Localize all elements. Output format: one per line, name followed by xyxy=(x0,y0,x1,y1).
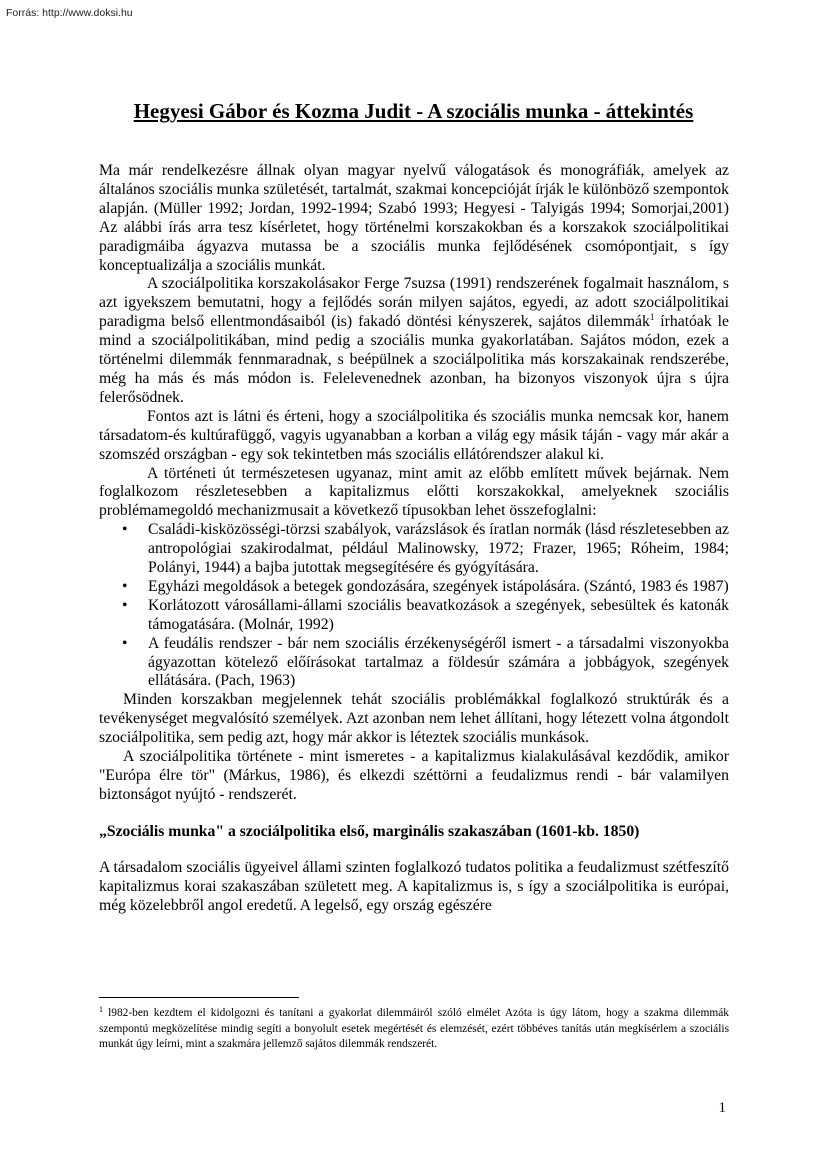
list-item xyxy=(99,597,729,635)
footnote-divider xyxy=(99,997,299,998)
list-item xyxy=(99,578,729,597)
source-url: Forrás: http://www.doksi.hu xyxy=(6,7,133,19)
document-body xyxy=(99,162,729,915)
paragraph-capitalism: A szociálpolitika története - mint ismeretes - a kapitalizmus kialakulásával kezdődik, amikor "Európa élre tör" (Márkus, 1986), és elkezdi széttörni a feudalizmus rendi - bár valamilyen biztonságot nyújtó - rendszerét. xyxy=(99,748,729,803)
bullet-icon: • xyxy=(122,521,128,539)
document-title: Hegyesi Gábor és Kozma Judit - A szociális munka - áttekintés xyxy=(133,99,694,123)
list-item-text: Korlátozott városállami-állami szociális beavatkozások a szegények, sebesültek és katonák támogatására. (Molnár, 1992) xyxy=(148,596,729,633)
bullet-list xyxy=(99,521,729,691)
footnote-number: 1 xyxy=(99,1005,103,1014)
paragraph-periodization-part2: írhatóak le mind a szociálpolitikában, mind pedig a szociális munka gyakorlatában. Sajátos módon, ezek a történelmi dilemmák fennmaradnak, s beépülnek a szociálpolitika más korszakainak rendszerébe, még ha más és más módon is. Felelevenednek azonban, ha bizonyos viszonyok újra s újra felerősödnek. xyxy=(99,313,729,406)
bullet-icon: • xyxy=(122,634,128,652)
bullet-icon: • xyxy=(122,596,128,614)
paragraph-periodization-part1: A szociálpolitika korszakolásakor Ferge 7suzsa (1991) rendszerének fogalmait használom, s azt igyekszem bemutatni, hogy a fejlődés során milyen sajátos, egyedi, az adott szociálpolitikai paradigma belső ellentmondásaiból (is) fakadó döntési kényszerek, sajátos dilemmák xyxy=(99,275,729,331)
list-item xyxy=(99,635,729,692)
section-heading: „Szociális munka" a szociálpolitika első, marginális szakaszában (1601-kb. 1850) xyxy=(99,822,640,840)
list-item-text: Egyházi megoldások a betegek gondozására, szegények istápolására. (Szántó, 1983 és 1987) xyxy=(148,577,729,595)
paragraph-periodization xyxy=(99,275,729,407)
list-item-text: A feudális rendszer - bár nem szociális érzékenységéről ismert - a társadalmi viszonyokba ágyazottan kötelező előírásokat tartalmaz a földesúr számára a jobbágyok, szegények ellátására. (Pach, 1963) xyxy=(148,634,729,690)
bullet-icon: • xyxy=(122,577,128,595)
footnote xyxy=(99,1006,729,1053)
footnote-reference: 1 xyxy=(649,312,655,323)
paragraph-early-policy: A társadalom szociális ügyeivel állami szinten foglalkozó tudatos politika a feudalizmust szétfeszítő kapitalizmus korai szakaszában született meg. A kapitalizmus is, s így a szociálpolitika is európai, még közelebbről angol eredetű. A legelső, egy ország egészére xyxy=(99,858,729,914)
page-number: 1 xyxy=(718,1100,726,1116)
paragraph-history: A történeti út természetesen ugyanaz, mint amit az előbb említett művek bejárnak. Nem foglalkozom részletesebben a kapitalizmus előtti korszakokkal, amelyeknek szociális problémamegoldó mechanizmusait a következő típusokban lehet összefoglalni: xyxy=(99,464,729,520)
footnote-text: l982-ben kezdtem el kidolgozni és tanítani a gyakorlat dilemmáiról szóló elmélet Azóta is úgy látom, hogy a szakma dilemmák szempontú megközelítése mindig segíti a bonyolult esetek megértését és elemzését, ezért többéves tanítás után megkísérlem a szociális munkát úgy leírni, mint a szakmára jellemző sajátos dilemmák rendszerét. xyxy=(99,1007,729,1050)
list-item-text: Családi-kisközösségi-törzsi szabályok, varázslások és íratlan normák (lásd részletesebben az antropológiai szakirodalmat, például Malinowsky, 1972; Frazer, 1965; Róheim, 1984; Polányi, 1944) a bajba jutottak megsegítésére és gyógyítására. xyxy=(148,521,729,577)
paragraph-intro: Ma már rendelkezésre állnak olyan magyar nyelvű válogatások és monográfiák, amelyek az általános szociális munka születését, tartalmát, szakmai koncepcióját írják le különböző szempontok alapján. (Müller 1992; Jordan, 1992-1994; Szabó 1993; Hegyesi - Talyigás 1994; Somorjai,2001) Az alábbi írás arra tesz kísérletet, hogy történelmi korszakokban és a korszakok szociálpolitikai paradigmáiba ágyazva mutassa be a szociális munka fejlődésének csomópontjait, s így konceptualizálja a szociális munkát. xyxy=(99,162,729,274)
list-item xyxy=(99,521,729,578)
paragraph-culture: Fontos azt is látni és érteni, hogy a szociálpolitika és szociális munka nemcsak kor, hanem társadatom-és kultúrafüggő, vagyis ugyanabban a korban a világ egy másik táján - vagy már akár a szomszéd országban - egy sok tekintetben más szociális ellátórendszer alakul ki. xyxy=(99,407,729,463)
paragraph-structures: Minden korszakban megjelennek tehát szociális problémákkal foglalkozó struktúrák és a tevékenységet megvalósító személyek. Azt azonban nem lehet állítani, hogy létezett volna átgondolt szociálpolitika, sem pedig azt, hogy már akkor is léteztek szociális munkások. xyxy=(99,691,729,747)
